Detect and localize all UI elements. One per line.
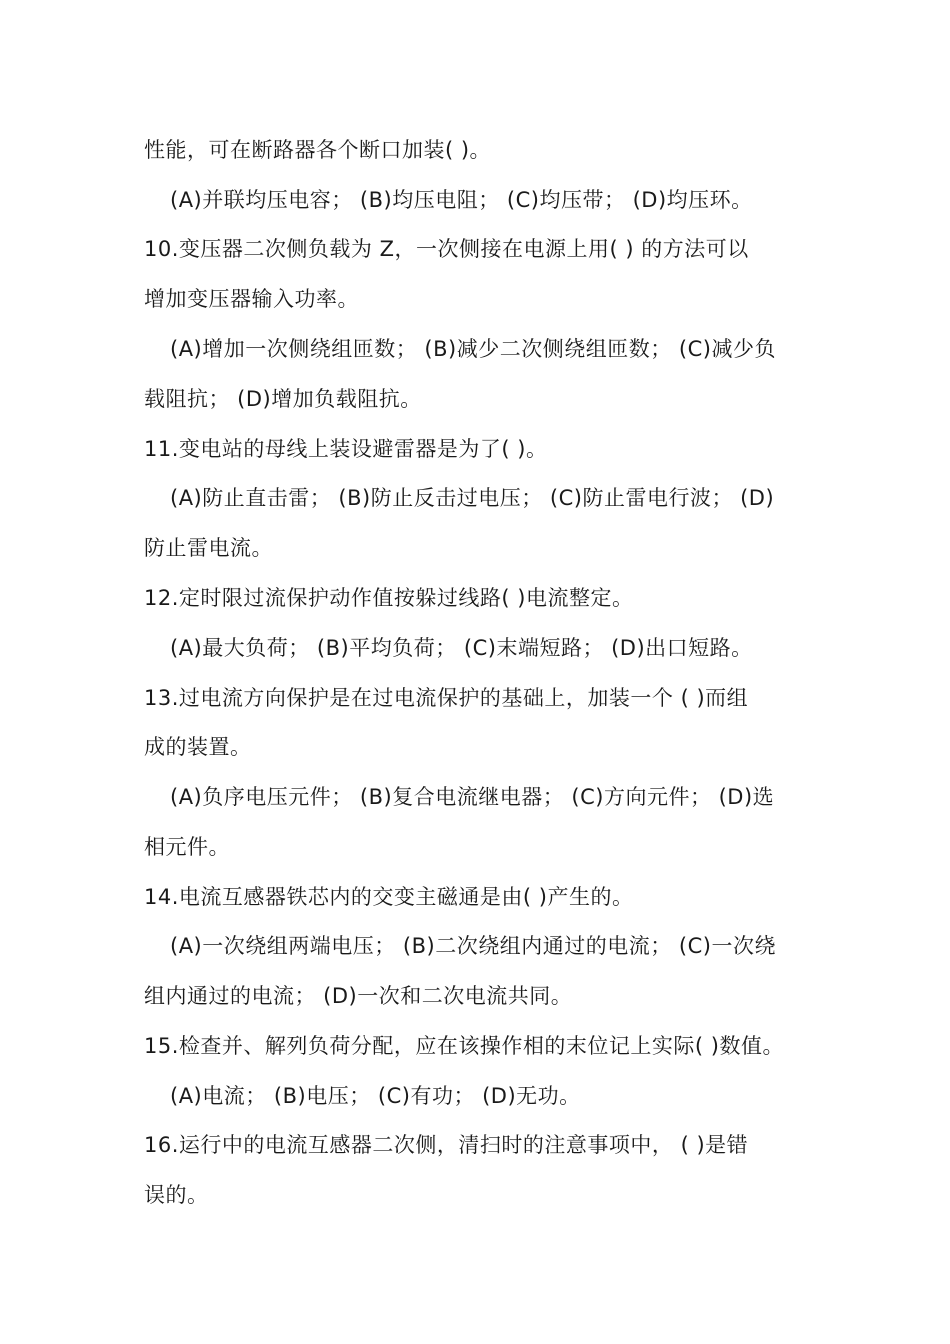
question-16-stem: 16.运行中的电流互感器二次侧，清扫时的注意事项中， ( )是错 — [144, 1133, 749, 1157]
question-16-stem-continued: 误的。 — [144, 1183, 209, 1207]
question-14-options-continued: 组内通过的电流； (D)一次和二次电流共同。 — [144, 984, 573, 1008]
question-10-options-continued: 载阻抗； (D)增加负载阻抗。 — [144, 387, 422, 411]
question-10-options: (A)增加一次侧绕组匝数； (B)减少二次侧绕组匝数； (C)减少负 — [170, 337, 776, 361]
question-9-options: (A)并联均压电容； (B)均压电阻； (C)均压带； (D)均压环。 — [170, 188, 753, 212]
question-10-stem: 10.变压器二次侧负载为 Z，一次侧接在电源上用( ) 的方法可以 — [144, 237, 749, 261]
question-14-stem: 14.电流互感器铁芯内的交变主磁通是由( )产生的。 — [144, 885, 634, 909]
question-13-stem: 13.过电流方向保护是在过电流保护的基础上，加装一个 ( )而组 — [144, 686, 749, 710]
question-12-options: (A)最大负荷； (B)平均负荷； (C)末端短路； (D)出口短路。 — [170, 636, 753, 660]
question-11-stem: 11.变电站的母线上装设避雷器是为了( )。 — [144, 437, 548, 461]
question-11-options: (A)防止直击雷； (B)防止反击过电压； (C)防止雷电行波； (D) — [170, 486, 775, 510]
question-13-options-continued: 相元件。 — [144, 835, 230, 859]
question-9-continuation: 性能，可在断路器各个断口加装( )。 — [144, 138, 492, 162]
question-10-stem-continued: 增加变压器输入功率。 — [144, 287, 359, 311]
question-13-options: (A)负序电压元件； (B)复合电流继电器； (C)方向元件； (D)选 — [170, 785, 775, 809]
question-15-stem: 15.检查并、解列负荷分配，应在该操作相的末位记上实际( )数值。 — [144, 1034, 784, 1058]
question-12-stem: 12.定时限过流保护动作值按躲过线路( )电流整定。 — [144, 586, 634, 610]
question-11-options-continued: 防止雷电流。 — [144, 536, 273, 560]
question-13-stem-continued: 成的装置。 — [144, 735, 252, 759]
question-15-options: (A)电流； (B)电压； (C)有功； (D)无功。 — [170, 1084, 581, 1108]
question-14-options: (A)一次绕组两端电压； (B)二次绕组内通过的电流； (C)一次绕 — [170, 934, 776, 958]
